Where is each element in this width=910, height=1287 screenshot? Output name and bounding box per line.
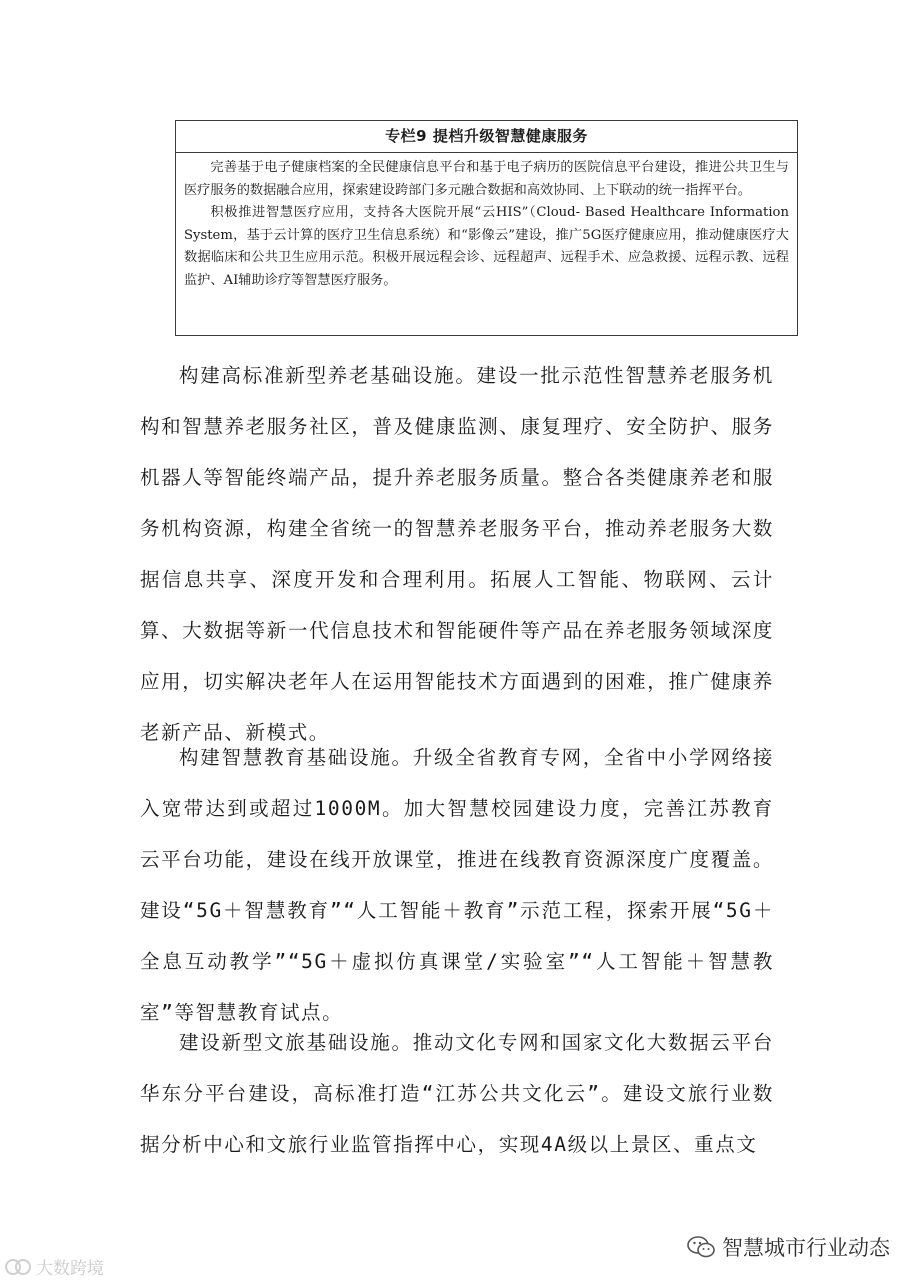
body-paragraph-2: 构建智慧教育基础设施。升级全省教育专网，全省中小学网络接入宽带达到或超过1000M。加大智慧校园建设力度，完善江苏教育云平台功能，建设在线开放课堂，推进在线教育资源深度广度覆盖。建设“5G＋智慧教育”“人工智能＋教育”示范工程，探索开展“5G＋全息互动教学”“5G＋虚拟仿真课堂/实验室”“人工智能＋智慧教室”等智慧教育试点。 — [140, 746, 774, 1024]
watermark-left — [4, 1254, 104, 1279]
body-paragraph-1: 构建高标准新型养老基础设施。建设一批示范性智慧养老服务机构和智慧养老服务社区，普及健康监测、康复理疗、安全防护、服务机器人等智能终端产品，提升养老服务质量。整合各类健康养老和服务机构资源，构建全省统一的智慧养老服务平台，推动养老服务大数据信息共享、深度开发和合理利用。拓展人工智能、物联网、云计算、大数据等新一代信息技术和智能硬件等产品在养老服务领域深度应用，切实解决老年人在运用智能技术方面遇到的困难，推广健康养老新产品、新模式。 — [140, 364, 774, 744]
watermark-left-text: 大数跨境 — [36, 1259, 104, 1279]
body-paragraph-3: 建设新型文旅基础设施。推动文化专网和国家文化大数据云平台华东分平台建设，高标准打造“江苏公共文化云”。建设文旅行业数据分析中心和文旅行业监管指挥中心，实现4A级以上景区、重点文 — [140, 1031, 774, 1156]
sidebox-paragraph-2: 积极推进智慧医疗应用，支持各大医院开展“云HIS”（Cloud- Based Healthcare Information System，基于云计算的医疗卫生信息系统）和“影像云”建设，推广5G医疗健康应用，推动健康医疗大数据临床和公共卫生应用示范。积极开展远程会诊、远程超声、远程手术、应急救援、远程示教、远程监护、AI辅助诊疗等智慧医疗服务。 — [184, 205, 789, 288]
body-section-elderly-care — [140, 350, 774, 758]
watermark-right — [686, 1232, 890, 1262]
watermark-right-text: 智慧城市行业动态 — [722, 1236, 890, 1260]
brand-logo-icon — [4, 1255, 32, 1279]
body-section-culture-tourism — [140, 1017, 774, 1170]
sidebar-box — [175, 120, 798, 336]
sidebox-body — [176, 153, 797, 292]
body-section-education — [140, 732, 774, 1038]
wechat-icon — [686, 1234, 716, 1260]
sidebox-title: 专栏9 提档升级智慧健康服务 — [176, 121, 797, 153]
sidebox-paragraph-1: 完善基于电子健康档案的全民健康信息平台和基于电子病历的医院信息平台建设，推进公共卫生与医疗服务的数据融合应用，探索建设跨部门多元融合数据和高效协同、上下联动的统一指挥平台。 — [184, 160, 789, 198]
